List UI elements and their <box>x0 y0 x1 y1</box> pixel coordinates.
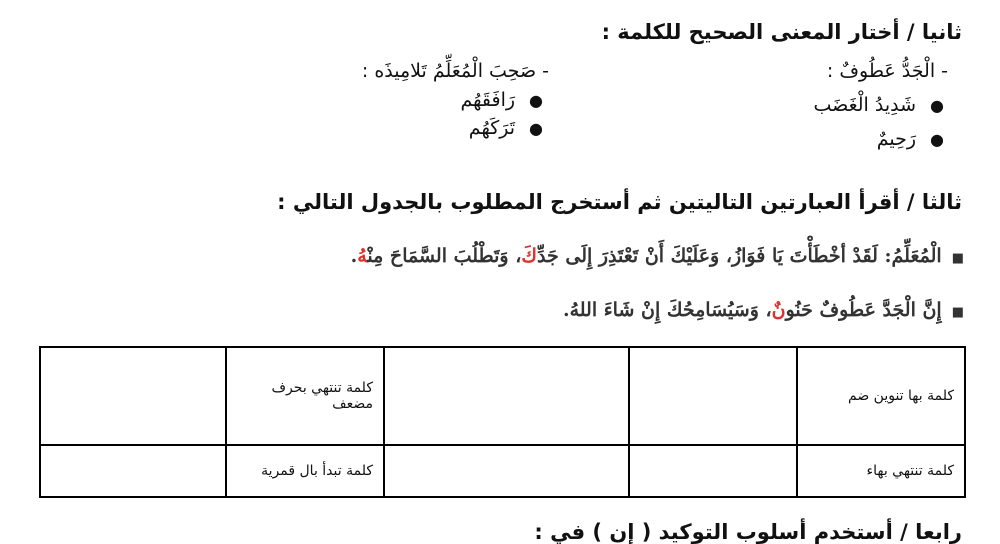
row1-label-2: كلمة تنتهي بحرف مضعف <box>226 347 384 445</box>
bullet-icon: ● <box>930 96 944 115</box>
sentence-1-end: . <box>350 245 358 267</box>
table-row <box>40 445 965 497</box>
question2-option-1 <box>460 89 543 111</box>
sentence-1-highlight-2: هُ <box>357 245 368 267</box>
question1-option-1 <box>813 94 944 116</box>
sentence-2-text-2: ، وَسَيُسَامِحُكَ إِنْ شَاءَ اللهُ. <box>562 299 772 321</box>
row1-answer-cell-2[interactable] <box>384 347 629 445</box>
row2-answer-cell-2[interactable] <box>384 445 629 497</box>
row2-label-2: كلمة تبدأ بال قمرية <box>226 445 384 497</box>
option-text: تَرَكَهُم <box>468 117 516 139</box>
section4-title-partial: رابعا / أستخدم أسلوب التوكيد ( إن ) في : <box>534 520 962 544</box>
question1-option-2 <box>877 128 944 150</box>
section3-title: ثالثا / أقرأ العبارتين التاليتين ثم أستخرج المطلوب بالجدول التالي : <box>277 190 962 214</box>
sentence-1-text-2: ، وَتَطْلُبَ السَّمَاحَ مِنْ <box>367 245 522 267</box>
square-bullet-icon: ■ <box>951 251 964 266</box>
sentence-2 <box>563 299 964 321</box>
bullet-icon: ● <box>529 91 543 110</box>
sentence-2-highlight: نٌ <box>771 299 786 321</box>
sentence-1 <box>351 245 964 267</box>
sentence-2-text: إِنَّ الْجَدَّ عَطُوفٌ حَنُو <box>785 299 942 321</box>
row1-answer-cell-3[interactable] <box>40 347 226 445</box>
question2-stem: - صَحِبَ الْمُعَلِّمُ تَلامِيذَه : <box>361 60 549 82</box>
sentence-1-highlight-1: كَ <box>521 245 538 267</box>
table-row <box>40 347 965 445</box>
question2-option-2 <box>469 117 543 139</box>
square-bullet-icon: ■ <box>951 305 964 320</box>
bullet-icon: ● <box>529 119 543 138</box>
row1-label: كلمة بها تنوين ضم <box>797 347 965 445</box>
row2-label: كلمة تنتهي بهاء <box>797 445 965 497</box>
option-text: رَافَقَهُم <box>460 89 516 111</box>
answer-table <box>39 346 966 498</box>
bullet-icon: ● <box>930 130 944 149</box>
option-text: شَدِيدُ الْغَضَب <box>813 94 917 116</box>
option-text: رَحِيمٌ <box>876 128 917 150</box>
question1-stem: - الْجَدُّ عَطُوفٌ : <box>826 60 948 82</box>
sentence-1-text: الْمُعَلِّمُ: لَقَدْ أخْطَأْتَ يَا فَوَازُ، وَعَلَيْكَ أَنْ تَعْتَذِرَ إِلَى جَدِّ <box>537 245 942 267</box>
row2-answer-cell-1[interactable] <box>629 445 797 497</box>
row1-answer-cell-1[interactable] <box>629 347 797 445</box>
section2-title: ثانيا / أختار المعنى الصحيح للكلمة : <box>601 20 962 44</box>
row2-answer-cell-3[interactable] <box>40 445 226 497</box>
